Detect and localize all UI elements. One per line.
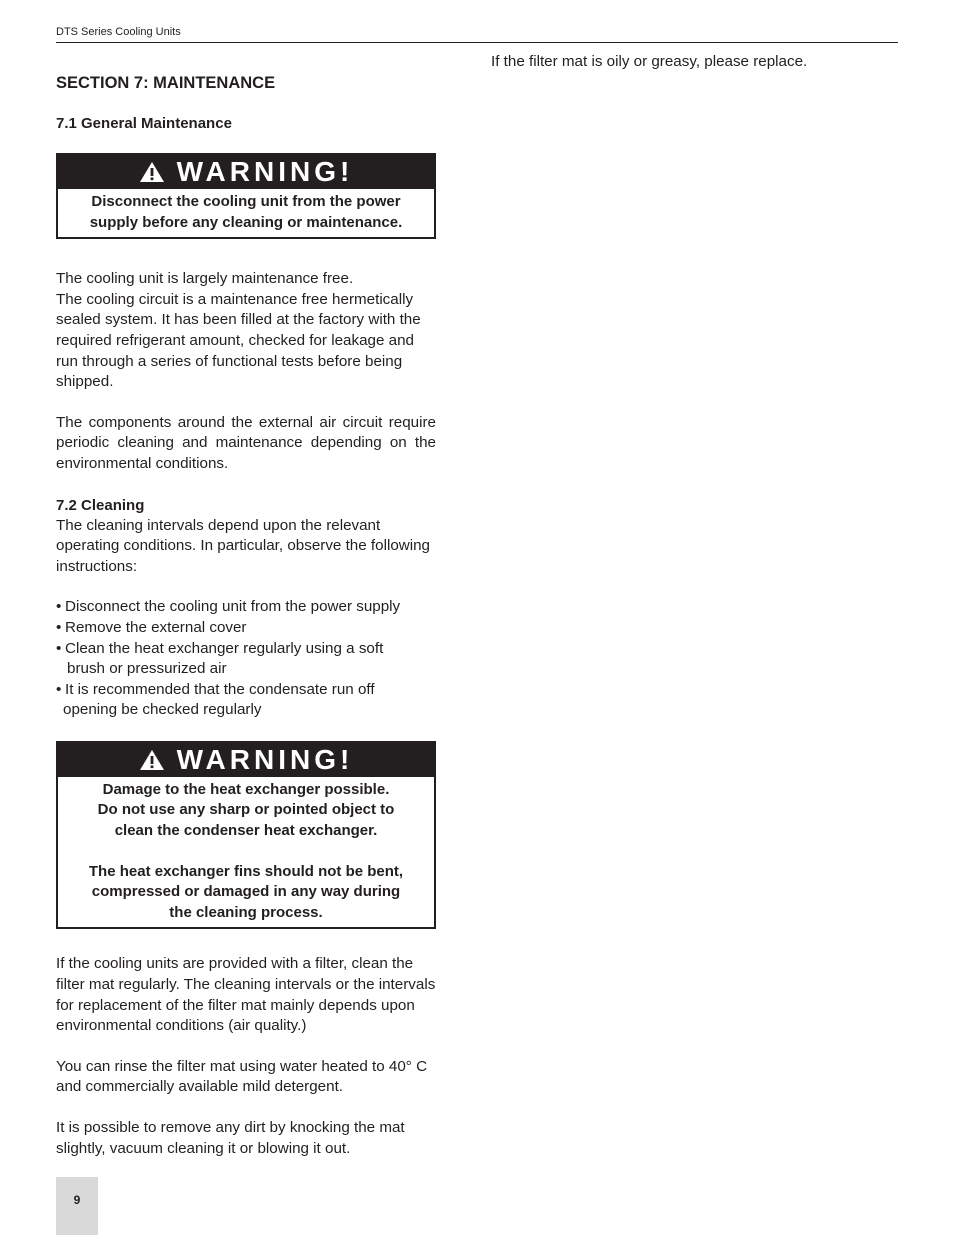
- warning-line: clean the condenser heat exchanger.: [114, 822, 378, 840]
- list-item: • It is recommended that the condensate run off opening be checked regularly: [56, 680, 375, 719]
- warning-heading: WARNING!: [176, 156, 354, 187]
- list-item: • Clean the heat exchanger regularly using a soft brush or pressurized air: [56, 639, 384, 678]
- warning-line: Damage to the heat exchanger possible.: [102, 780, 390, 798]
- paragraph-components: The components around the external air circuit require periodic cleaning and maintenance depending on the environmental conditions.: [56, 413, 436, 472]
- warning-line: compressed or damaged in any way during: [91, 883, 401, 901]
- paragraph-maintenance-free: The cooling unit is largely maintenance free. The cooling circuit is a maintenance free hermetically sealed system. It has been filled at the factory with the required refrigerant amount, checked for leakage and run through a series of functional tests before being shipped.: [56, 270, 421, 391]
- paragraph-replace: If the filter mat is oily or greasy, please replace.: [491, 53, 808, 70]
- paragraph-filter: If the cooling units are provided with a filter, clean the filter mat regularly. The cleaning intervals or the intervals for replacement of the filter mat mainly depends upon environmental conditions (air quality.): [56, 955, 436, 1035]
- warning-line: Disconnect the cooling unit from the power: [91, 193, 401, 210]
- subsection-title-cleaning: 7.2 Cleaning: [56, 496, 145, 514]
- warning-box-disconnect: [56, 153, 436, 239]
- warning-line: Do not use any sharp or pointed object to: [97, 801, 395, 819]
- warning-header: [58, 155, 434, 189]
- warning-header: [58, 743, 434, 777]
- warning-triangle-icon: [139, 749, 165, 771]
- subsection-title-general: 7.1 General Maintenance: [56, 115, 232, 132]
- left-column: [56, 72, 436, 1159]
- list-item: • Disconnect the cooling unit from the power supply: [56, 598, 401, 616]
- list-item: • Remove the external cover: [56, 618, 247, 636]
- warning-box-heat-exchanger: [56, 741, 436, 930]
- warning-message: [58, 189, 434, 237]
- section-title: SECTION 7: MAINTENANCE: [56, 74, 276, 92]
- warning-triangle-icon: [139, 161, 165, 183]
- warning-line: the cleaning process.: [169, 903, 323, 921]
- warning-heading: WARNING!: [176, 743, 354, 775]
- page-number: 9: [56, 1177, 98, 1235]
- running-header: DTS Series Cooling Units: [56, 26, 181, 38]
- warning-line: supply before any cleaning or maintenance.: [89, 213, 403, 231]
- warning-message: [58, 777, 434, 928]
- warning-line: The heat exchanger fins should not be bent,: [88, 862, 404, 880]
- paragraph-cleaning-intro: The cleaning intervals depend upon the relevant operating conditions. In particular, observe the following instructions:: [56, 516, 431, 575]
- paragraph-rinse: You can rinse the filter mat using water heated to 40° C and commercially available mild detergent.: [56, 1057, 428, 1096]
- header-divider: [56, 42, 898, 43]
- paragraph-knock: It is possible to remove any dirt by knocking the mat slightly, vacuum cleaning it or blowing it out.: [56, 1119, 405, 1157]
- right-column: [491, 52, 898, 73]
- cleaning-instructions-list: [56, 597, 436, 721]
